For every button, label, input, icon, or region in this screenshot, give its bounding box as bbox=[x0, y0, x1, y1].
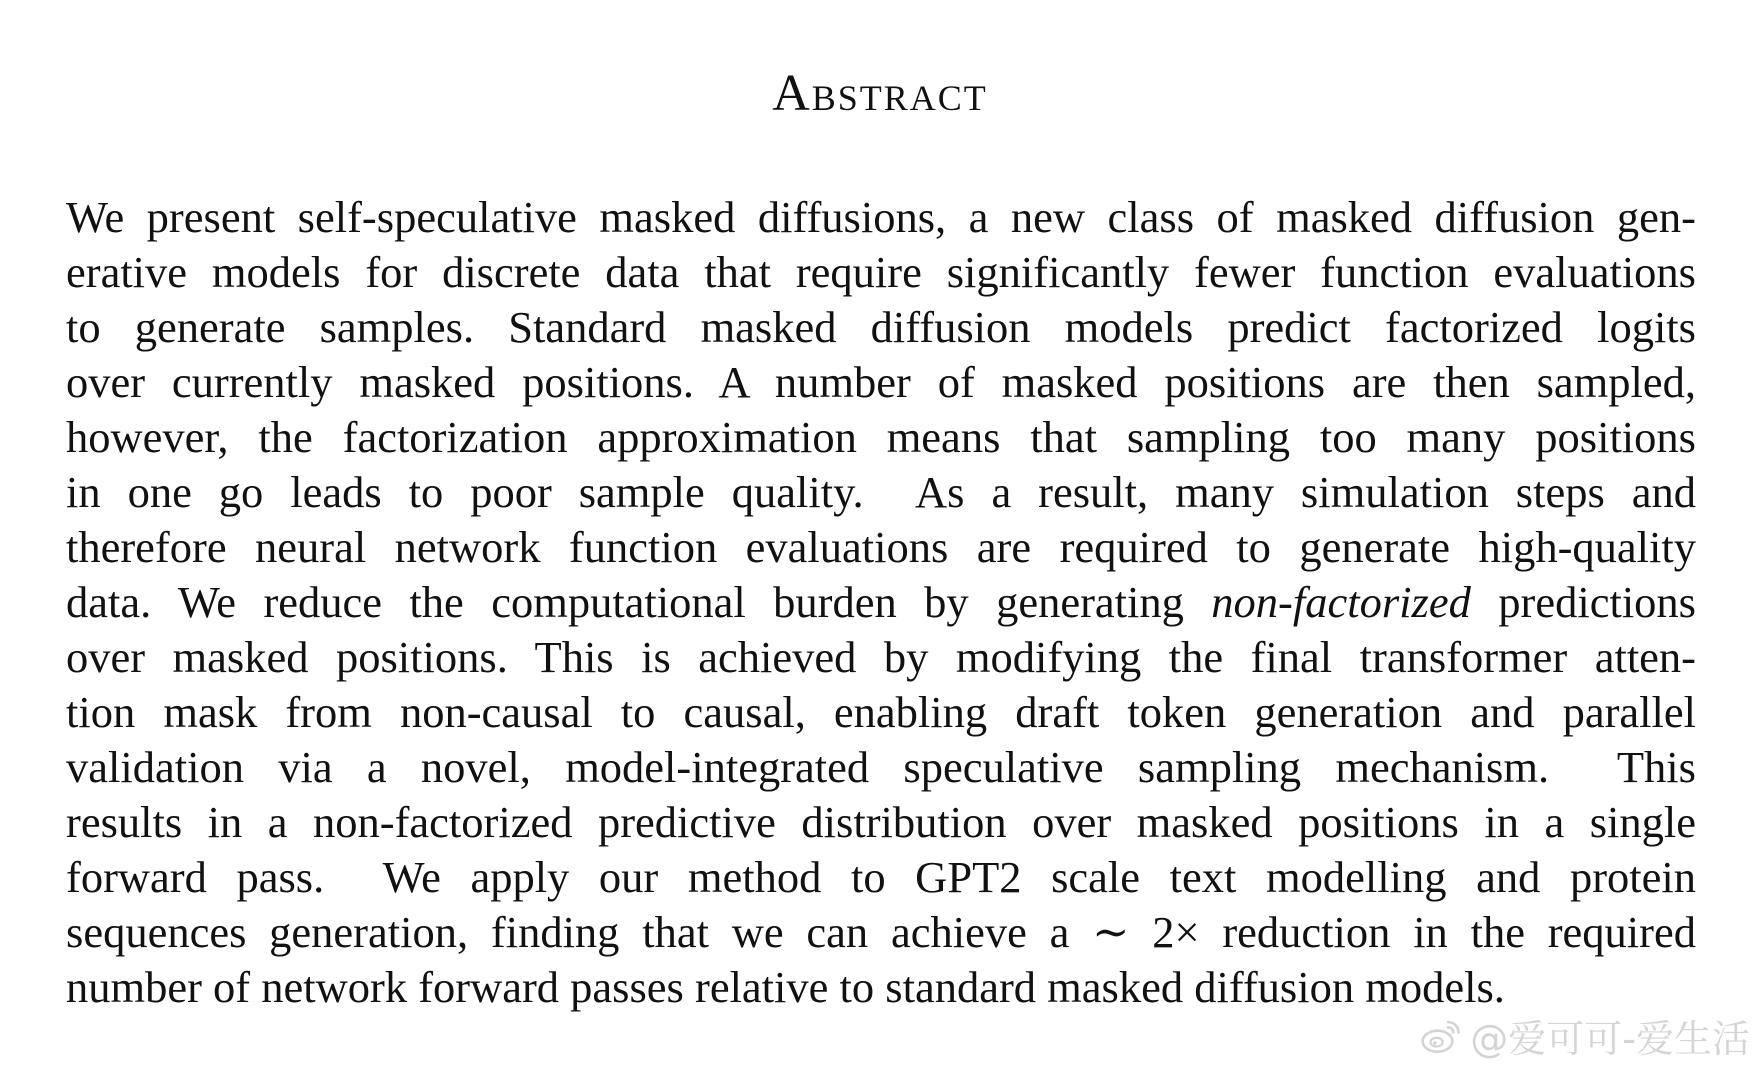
line-text: forward pass. We apply our method to GPT2 scale text modelling and protein bbox=[66, 852, 1696, 902]
abstract-body bbox=[66, 190, 1696, 1015]
line-text: data. We reduce the computational burden by generating bbox=[66, 577, 1212, 627]
abstract-line bbox=[66, 190, 1696, 245]
line-text: sequences generation, finding that we can achieve a ∼ 2× reduction in the required bbox=[66, 907, 1696, 957]
line-text: We present self-speculative masked diffusions, a new class of masked diffusion gen- bbox=[66, 192, 1696, 242]
abstract-line bbox=[66, 300, 1696, 355]
line-text: erative models for discrete data that require significantly fewer function evaluations bbox=[66, 247, 1696, 297]
abstract-line bbox=[66, 685, 1696, 740]
abstract-line bbox=[66, 355, 1696, 410]
line-text: to generate samples. Standard masked diffusion models predict factorized logits bbox=[66, 302, 1696, 352]
section-title: Abstract bbox=[772, 65, 988, 122]
abstract-line bbox=[66, 520, 1696, 575]
line-text: over currently masked positions. A number of masked positions are then sampled, bbox=[66, 357, 1696, 407]
abstract-line bbox=[66, 575, 1696, 630]
abstract-line bbox=[66, 465, 1696, 520]
line-text: tion mask from non-causal to causal, enabling draft token generation and parallel bbox=[66, 687, 1696, 737]
line-text: results in a non-factorized predictive distribution over masked positions in a single bbox=[66, 797, 1696, 847]
watermark bbox=[1420, 1008, 1750, 1063]
line-text: over masked positions. This is achieved by modifying the final transformer atten- bbox=[66, 632, 1696, 682]
line-text: therefore neural network function evaluations are required to generate high-quality bbox=[66, 522, 1696, 572]
line-text: number of network forward passes relative to standard masked diffusion models. bbox=[66, 962, 1505, 1012]
abstract-line bbox=[66, 245, 1696, 300]
line-text: validation via a novel, model-integrated speculative sampling mechanism. This bbox=[66, 742, 1696, 792]
line-text: predictions bbox=[1470, 577, 1696, 627]
abstract-line bbox=[66, 630, 1696, 685]
abstract-line bbox=[66, 960, 1696, 1015]
line-text: however, the factorization approximation means that sampling too many positions bbox=[66, 412, 1696, 462]
emphasized-text: non-factorized bbox=[1211, 577, 1471, 627]
line-text: in one go leads to poor sample quality. As a result, many simulation steps and bbox=[66, 467, 1696, 517]
watermark-text: @爱可可-爱生活 bbox=[1470, 1017, 1750, 1061]
abstract-line bbox=[66, 410, 1696, 465]
abstract-line bbox=[66, 740, 1696, 795]
abstract-line bbox=[66, 905, 1696, 960]
abstract-line bbox=[66, 795, 1696, 850]
weibo-icon bbox=[1420, 1015, 1462, 1057]
abstract-line bbox=[66, 850, 1696, 905]
